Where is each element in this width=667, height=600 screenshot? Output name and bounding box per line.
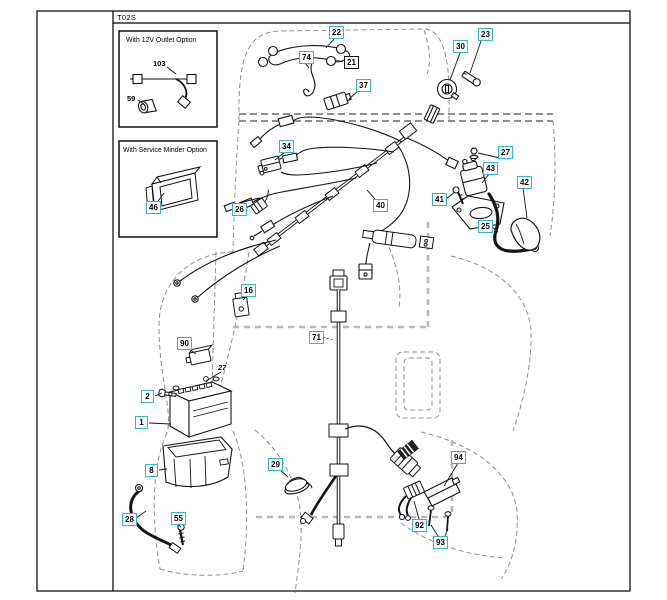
bolt-41-drawing: [453, 187, 464, 204]
callout-28[interactable]: 28: [122, 513, 137, 526]
relay-34-drawing: [257, 156, 281, 174]
callout-21[interactable]: 21: [344, 56, 359, 69]
callout-26[interactable]: 26: [232, 203, 247, 216]
nut-27-drawing: [470, 148, 478, 158]
callout-43[interactable]: 43: [483, 162, 498, 175]
callout-16[interactable]: 16: [241, 284, 256, 297]
callout-27-solenoid[interactable]: 27: [498, 146, 513, 159]
callout-30[interactable]: 30: [453, 40, 468, 53]
callout-29[interactable]: 29: [268, 458, 283, 471]
callout-93[interactable]: 93: [433, 536, 448, 549]
inset-12v-outlet-title: With 12V Outlet Option: [126, 37, 197, 44]
callout-94[interactable]: 94: [451, 451, 466, 464]
callout-22[interactable]: 22: [329, 26, 344, 39]
connector-92-drawing: [398, 441, 425, 521]
harness-cable-71-drawing: [301, 270, 422, 546]
coil-wire-29-drawing: [282, 474, 312, 496]
callout-2[interactable]: 2: [141, 390, 154, 403]
ignition-switch-drawing: [438, 80, 459, 100]
callout-27-battery[interactable]: 27: [218, 363, 227, 372]
switch-94-drawing: [424, 477, 460, 506]
callout-90[interactable]: 90: [177, 337, 192, 350]
terminal-boot-42-drawing: [511, 218, 540, 250]
callout-71[interactable]: 71: [309, 331, 324, 344]
callout-74[interactable]: 74: [299, 51, 314, 64]
inset-service-minder-box: [119, 141, 217, 237]
callout-103[interactable]: 103: [153, 59, 166, 68]
callout-23[interactable]: 23: [478, 28, 493, 41]
fuse-holder-drawing: [363, 230, 434, 249]
screw-55-drawing: [178, 524, 185, 545]
callout-55[interactable]: 55: [171, 512, 186, 525]
connector-37-drawing: [324, 91, 352, 110]
battery-box-drawing: [163, 437, 232, 488]
callout-34[interactable]: 34: [279, 140, 294, 153]
callout-42[interactable]: 42: [517, 176, 532, 189]
screws-93-drawing: [428, 506, 451, 531]
callout-40[interactable]: 40: [373, 199, 388, 212]
callout-1[interactable]: 1: [135, 416, 148, 429]
battery-drawing: [170, 377, 231, 437]
callout-25[interactable]: 25: [478, 220, 493, 233]
inset-service-minder-title: With Service Minder Option: [123, 147, 207, 154]
callout-37[interactable]: 37: [356, 79, 371, 92]
callout-92[interactable]: 92: [412, 519, 427, 532]
plate-code: T02S: [117, 13, 137, 22]
inset-12v-outlet-box: [119, 31, 217, 127]
callout-46[interactable]: 46: [146, 201, 161, 214]
callout-59[interactable]: 59: [127, 94, 136, 103]
callout-41[interactable]: 41: [432, 193, 447, 206]
callout-8[interactable]: 8: [145, 464, 158, 477]
